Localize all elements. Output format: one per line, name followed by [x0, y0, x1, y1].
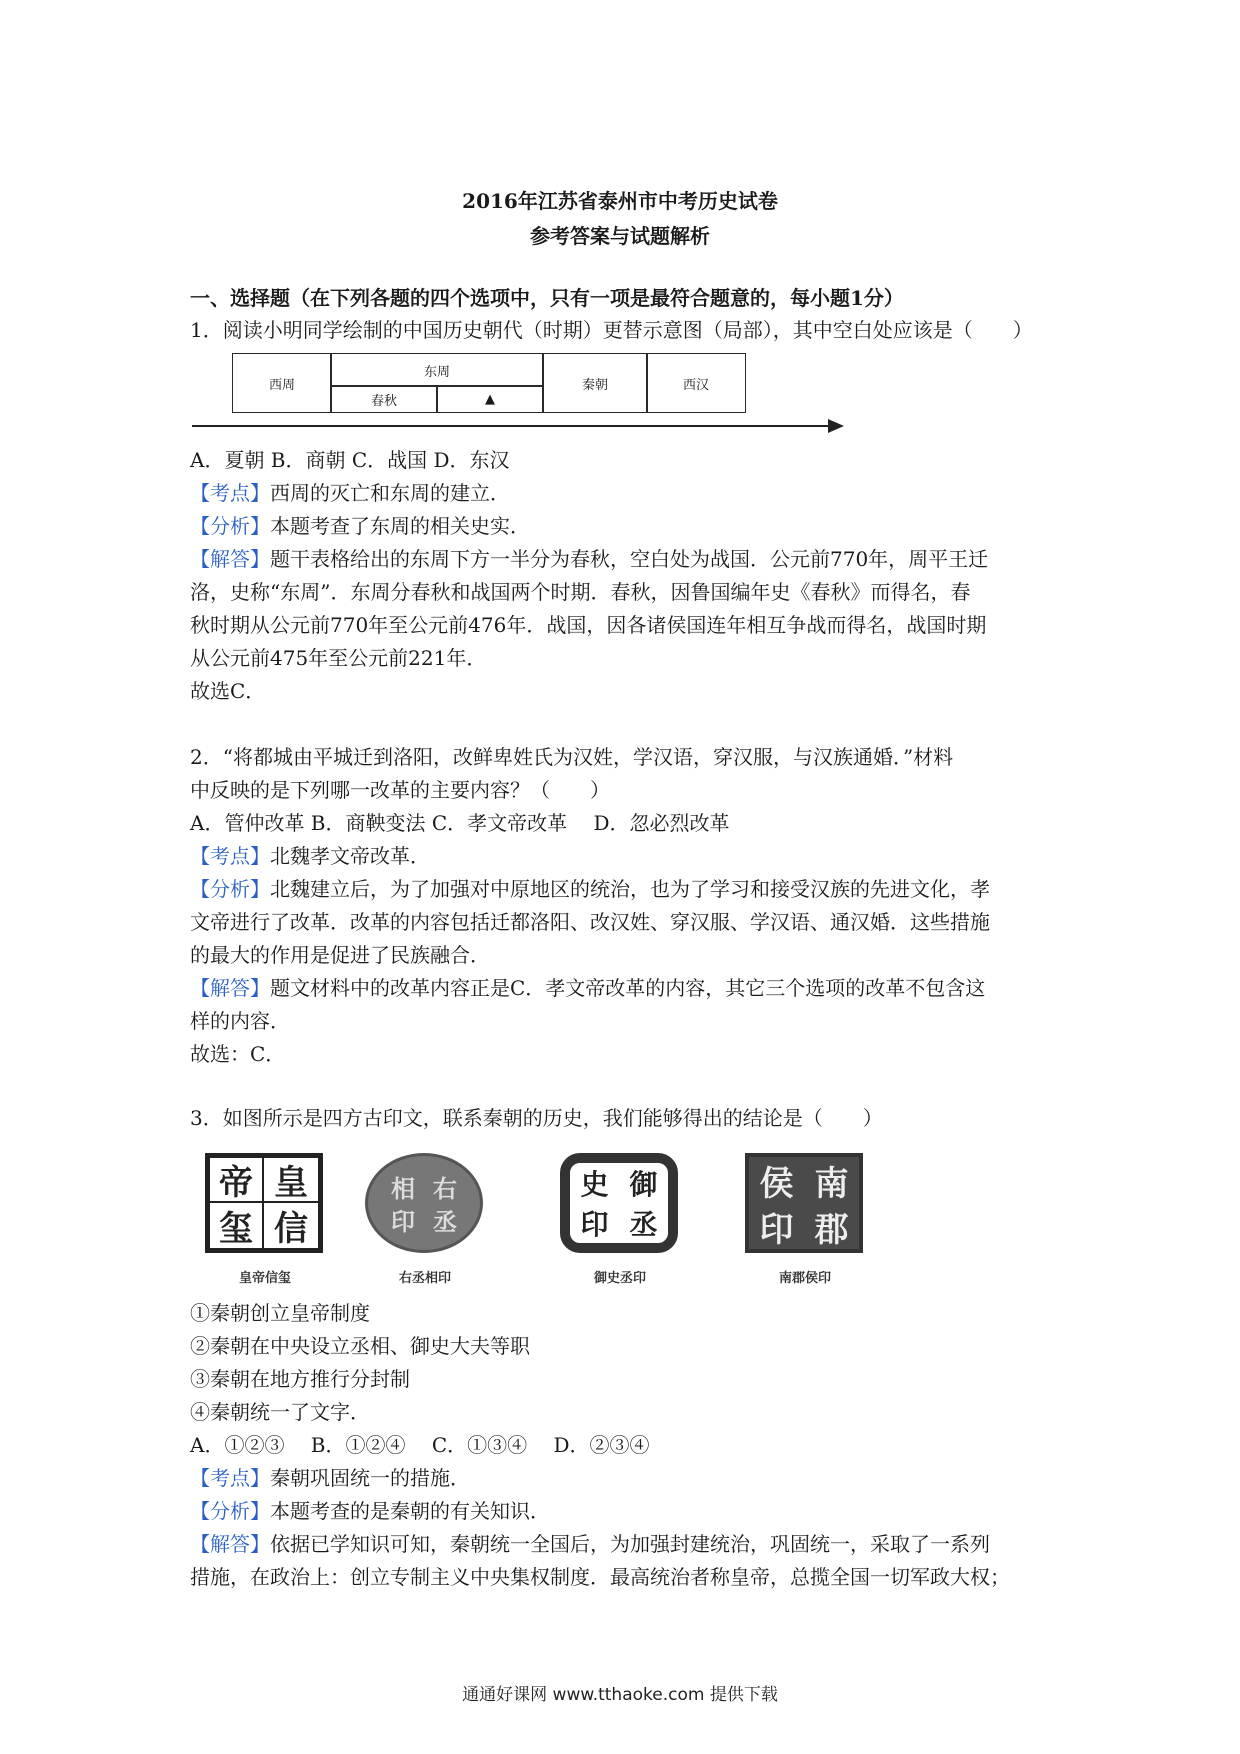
q3-fenxi [190, 1495, 1070, 1528]
seal-youchengxiang-image [365, 1153, 483, 1253]
jieda-text: 题干表格给出的东周下方一半分为春秋，空白处为战国．公元前770年，周平王迁 [270, 547, 989, 571]
fenxi-text: 北魏建立后，为了加强对中原地区的统治，也为了学习和接受汉族的先进文化，孝 [270, 877, 990, 901]
jieda-text: 题文材料中的改革内容正是C．孝文帝改革的内容，其它三个选项的改革不包含这 [270, 976, 986, 1000]
q1-jieda [190, 543, 1070, 576]
fenxi-text: 本题考查的是秦朝的有关知识． [270, 1499, 550, 1523]
seal-glyph: 信 [274, 1209, 308, 1249]
jieda-tag: 【解答】 [190, 976, 270, 1000]
fenxi-tag: 【分析】 [190, 514, 270, 538]
seal-youchengxiang [355, 1145, 495, 1295]
page-subtitle: 参考答案与试题解析 [530, 224, 710, 248]
q2-options: A．管仲改革 B．商鞅变法 C．孝文帝改革 D．忽必烈改革 [190, 811, 730, 835]
kaodian-tag: 【考点】 [190, 481, 270, 505]
seal-glyph: 相 [391, 1174, 415, 1203]
seal-glyph: 帝 [210, 1158, 264, 1203]
cell-dongzhou: 东周 [330, 353, 544, 387]
fenxi-text: 本题考查了东周的相关史实． [270, 514, 530, 538]
q2-stem-line2: 中反映的是下列哪一改革的主要内容？（ ） [190, 778, 610, 802]
cell-xihan: 西汉 [646, 353, 746, 413]
kaodian-tag: 【考点】 [190, 844, 270, 868]
kaodian-text: 西周的灭亡和东周的建立． [270, 481, 510, 505]
seal-glyph: 御 [629, 1168, 658, 1201]
q3-item-3: ③秦朝在地方推行分封制 [190, 1367, 410, 1391]
seal-caption: 南郡侯印 [778, 1271, 831, 1286]
seal-huangdi [195, 1145, 335, 1295]
seal-glyph: 印 [391, 1207, 415, 1236]
fenxi-tag: 【分析】 [190, 1499, 270, 1523]
seal-glyph: 丞 [629, 1208, 658, 1241]
page-footer: 通通好课网 www.tthaoke.com 提供下载 [462, 1685, 778, 1705]
q1-jieda-line2: 洛，史称“东周”．东周分春秋和战国两个时期．春秋，因鲁国编年史《春秋》而得名，春 [190, 580, 971, 604]
kaodian-text: 秦朝巩固统一的措施． [270, 1466, 470, 1490]
seal-glyph: 南 [814, 1163, 849, 1204]
seal-glyph: 史 [580, 1168, 609, 1201]
q3-jieda-line2: 措施，在政治上：创立专制主义中央集权制度．最高统治者称皇帝，总揽全国一切军政大权； [190, 1565, 1010, 1589]
seal-yushi [550, 1145, 690, 1295]
seal-glyph: 郡 [814, 1209, 849, 1250]
q2-jieda [190, 972, 1070, 1005]
seal-glyph: 侯 [759, 1163, 794, 1204]
q2-fenxi-line3: 的最大的作用是促进了民族融合． [190, 943, 490, 967]
seal-images [195, 1145, 905, 1295]
seal-caption: 右丞相印 [398, 1271, 451, 1286]
seal-nanjun [735, 1145, 875, 1295]
jieda-text: 依据已学知识可知，秦朝统一全国后，为加强封建统治，巩固统一，采取了一系列 [270, 1532, 990, 1556]
seal-glyph: 印 [759, 1209, 794, 1250]
seal-caption: 皇帝信玺 [238, 1271, 291, 1286]
q2-fenxi [190, 873, 1070, 906]
q2-fenxi-line2: 文帝进行了改革．改革的内容包括迁都洛阳、改汉姓、穿汉服、学汉语、通汉婚．这些措施 [190, 910, 990, 934]
seal-caption: 御史丞印 [593, 1271, 646, 1286]
section-heading: 一、选择题（在下列各题的四个选项中，只有一项是最符合题意的，每小题1分） [190, 286, 904, 310]
timeline-arrow-icon [828, 419, 844, 433]
q1-jieda-line3: 秋时期从公元前770年至公元前476年．战国，因各诸侯国连年相互争战而得名，战国时期 [190, 613, 987, 637]
cell-chunqiu: 春秋 [330, 385, 438, 413]
cell-blank: ▲ [436, 385, 544, 413]
seal-glyph: 右 [433, 1174, 457, 1203]
q2-jieda-line2: 样的内容． [190, 1009, 290, 1033]
q3-jieda [190, 1528, 1070, 1561]
q3-stem: 3．如图所示是四方古印文，联系秦朝的历史，我们能够得出的结论是（ ） [190, 1106, 883, 1130]
timeline-axis [192, 425, 832, 427]
q1-kaodian [190, 477, 1070, 510]
seal-glyph: 皇 [264, 1158, 318, 1203]
q1-answer: 故选C． [190, 679, 266, 703]
jieda-tag: 【解答】 [190, 1532, 270, 1556]
kaodian-text: 北魏孝文帝改革． [270, 844, 430, 868]
seal-glyph: 玺 [210, 1203, 264, 1248]
q3-item-2: ②秦朝在中央设立丞相、御史大夫等职 [190, 1334, 530, 1358]
cell-xizhou: 西周 [232, 353, 332, 413]
jieda-tag: 【解答】 [190, 547, 270, 571]
q3-item-1: ①秦朝创立皇帝制度 [190, 1301, 370, 1325]
q3-options: A．①②③ B．①②④ C．①③④ D．②③④ [190, 1433, 650, 1457]
page-title: 2016年江苏省泰州市中考历史试卷 [462, 189, 778, 213]
q2-answer: 故选：C． [190, 1042, 286, 1066]
q1-options: A．夏朝 B．商朝 C．战国 D．东汉 [190, 448, 510, 472]
q2-stem: 2．“将都城由平城迁到洛阳，改鲜卑姓氏为汉姓，学汉语，穿汉服，与汉族通婚．”材料 [190, 745, 954, 769]
q1-jieda-line4: 从公元前475年至公元前221年． [190, 646, 487, 670]
fenxi-tag: 【分析】 [190, 877, 270, 901]
dynasty-timeline [192, 353, 852, 433]
q3-kaodian [190, 1462, 1070, 1495]
cell-qin: 秦朝 [542, 353, 648, 413]
seal-glyph: 丞 [433, 1207, 457, 1236]
seal-nanjun-image [745, 1153, 863, 1253]
q2-kaodian [190, 840, 1070, 873]
seal-yushi-image [560, 1153, 678, 1253]
q1-fenxi [190, 510, 1070, 543]
q3-item-4: ④秦朝统一了文字． [190, 1400, 370, 1424]
kaodian-tag: 【考点】 [190, 1466, 270, 1490]
seal-huangdi-image [205, 1153, 323, 1253]
q1-stem: 1．阅读小明同学绘制的中国历史朝代（时期）更替示意图（局部），其中空白处应该是（ ） [190, 318, 1033, 342]
seal-glyph: 印 [580, 1208, 609, 1241]
